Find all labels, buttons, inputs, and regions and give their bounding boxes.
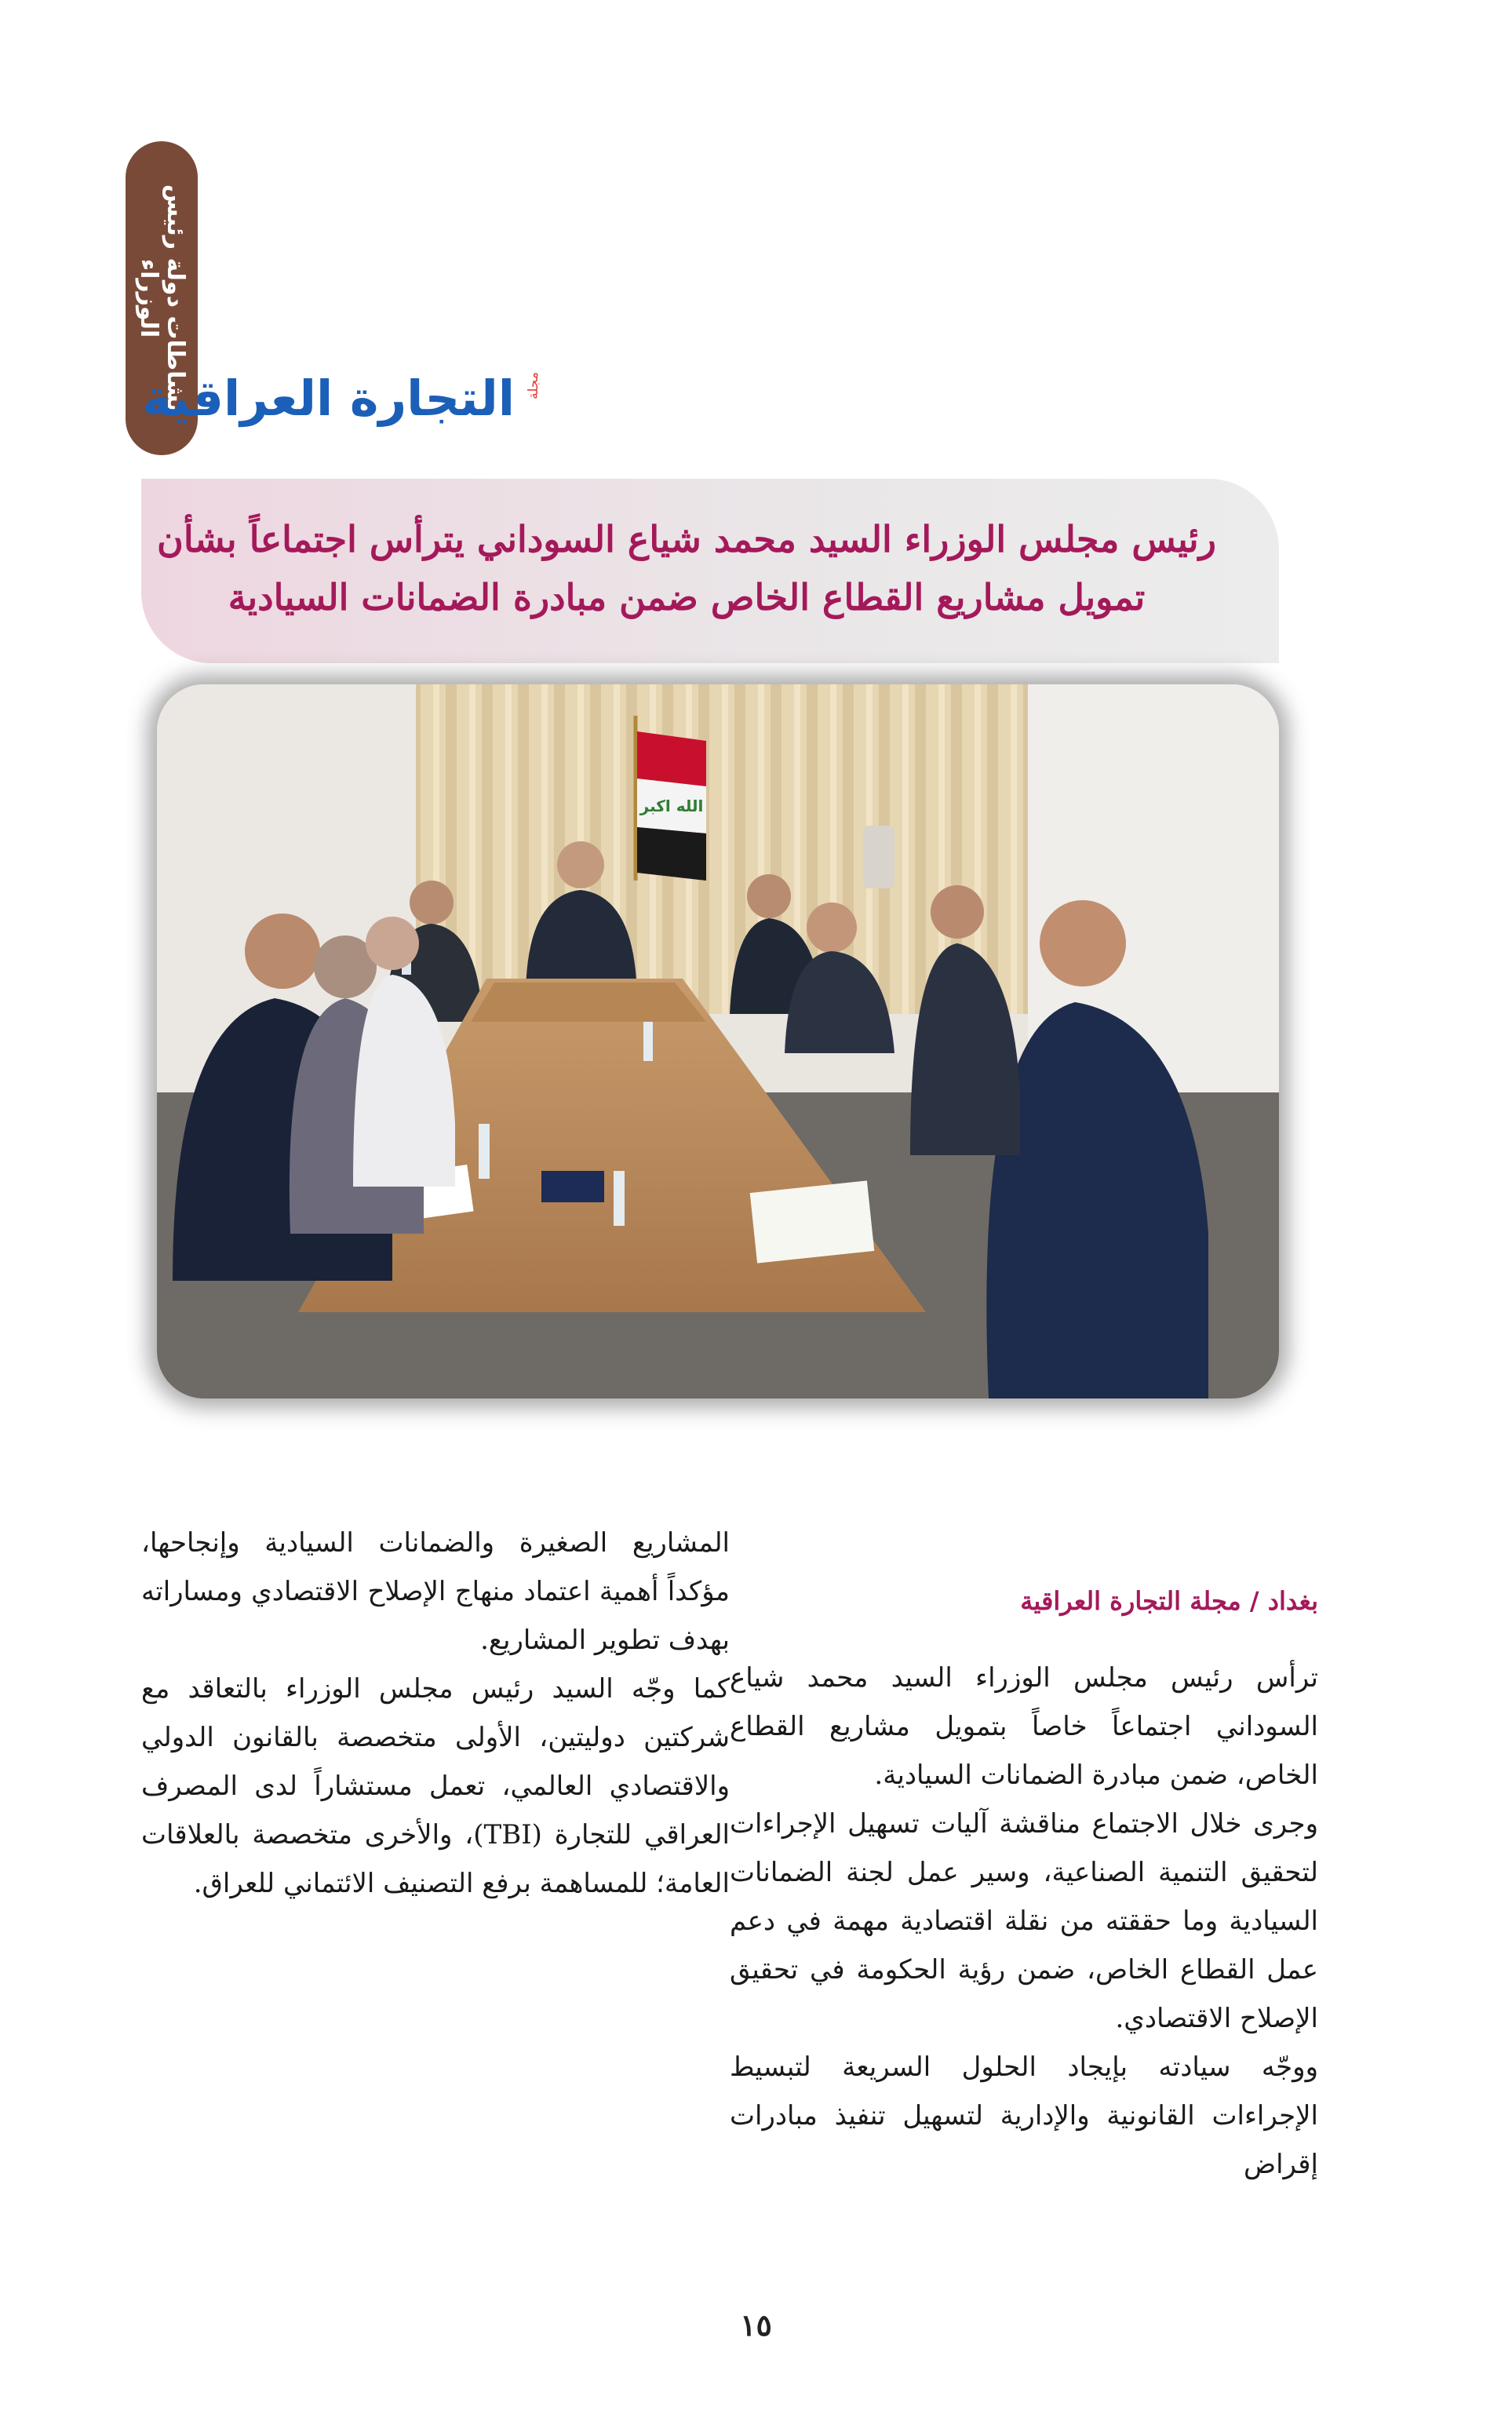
flag-text: الله اكبر	[639, 797, 704, 815]
left-paragraph-1: المشاريع الصغيرة والضمانات السيادية وإنجاحها، مؤكداً أهمية اعتماد منهاج الإصلاح الاقتصادي ومساراته بهدف تطوير المشاريع.	[141, 1527, 730, 1656]
left-paragraph-2: كما وجّه السيد رئيس مجلس الوزراء بالتعاقد مع شركتين دوليتين، الأولى متخصصة بالقانون الدولي والاقتصادي العالمي، تعمل مستشاراً لدى المصرف العراقي للتجارة (TBI)، والأخرى متخصصة بالعلاقات العامة؛ للمساهمة برفع التصنيف الائتماني للعراق.	[141, 1673, 730, 1899]
logo-small-text: مجلة	[526, 372, 541, 399]
iraq-flag	[637, 731, 706, 881]
headline-line1: رئيس مجلس الوزراء السيد محمد شياع السوداني يترأس اجتماعاً بشأن	[157, 518, 1216, 560]
section-tab-line2: الوزراء	[135, 258, 162, 338]
right-paragraph-1: ترأس رئيس مجلس الوزراء السيد محمد شياع السوداني اجتماعاً خاصاً بتمويل مشاريع القطاع الخاص، ضمن مبادرة الضمانات السيادية.	[730, 1662, 1318, 1791]
page-number: ١٥	[740, 2307, 772, 2343]
article-column-left	[141, 1519, 730, 1908]
headline	[141, 510, 1232, 626]
section-tab-line1: نشاطات دولة رئيس	[162, 184, 189, 413]
byline: بغداد / مجلة التجارة العراقية	[1020, 1586, 1318, 1616]
right-paragraph-2: وجرى خلال الاجتماع مناقشة آليات تسهيل الإجراءات لتحقيق التنمية الصناعية، وسير عمل لجنة الضمانات السيادية وما حققته من نقلة اقتصادية مهمة في دعم عمل القطاع الخاص، ضمن رؤية الحكومة في تحقيق الإصلاح الاقتصادي.	[730, 1808, 1318, 2034]
logo-main-text: التجارة العراقية	[142, 370, 515, 427]
headline-line2: تمويل مشاريع القطاع الخاص ضمن مبادرة الضمانات السيادية	[228, 576, 1146, 618]
magazine-logo	[142, 367, 543, 430]
right-paragraph-3: ووجّه سيادته بإيجاد الحلول السريعة لتبسيط الإجراءات القانونية والإدارية لتسهيل تنفيذ مبادرات إقراض	[730, 2051, 1318, 2180]
meeting-photo	[157, 684, 1279, 1398]
article-column-right	[730, 1581, 1318, 2189]
